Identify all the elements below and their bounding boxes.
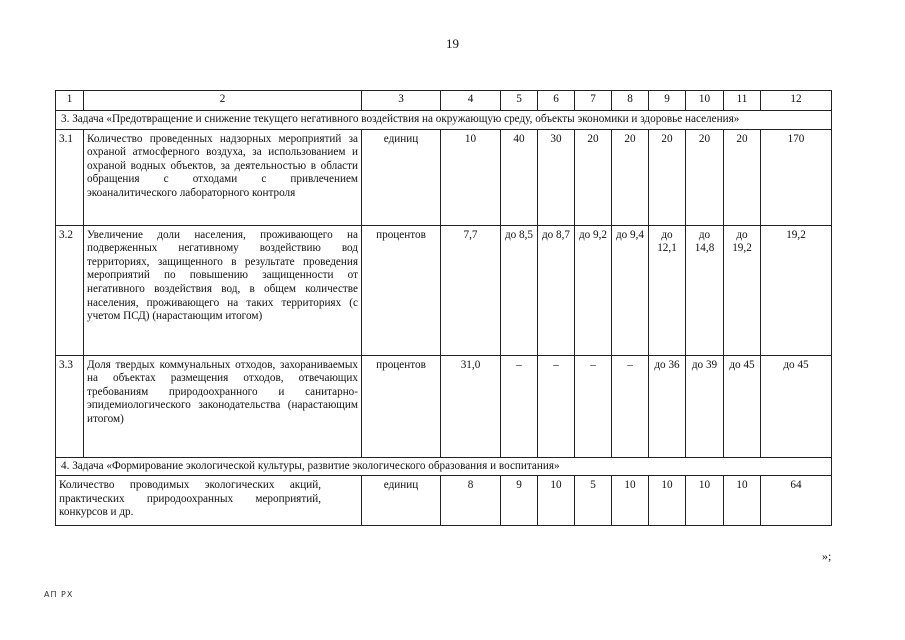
value-cell: 10	[538, 476, 575, 526]
value-cell: 20	[649, 129, 686, 225]
value-cell: до 36	[649, 355, 686, 457]
row-unit: единиц	[362, 129, 441, 225]
value-cell: 31,0	[441, 355, 501, 457]
value-cell: 30	[538, 129, 575, 225]
value-cell: 10	[612, 476, 649, 526]
header-row	[56, 91, 832, 111]
table-row	[56, 129, 832, 225]
task-3-heading: 3. Задача «Предотвращение и снижение текущего негативного воздействия на окружающую среду, объекты экономики и здоровье населения»	[56, 111, 832, 130]
task-row	[56, 457, 832, 476]
header-cell: 10	[686, 91, 724, 111]
header-cell: 6	[538, 91, 575, 111]
value-cell: –	[612, 355, 649, 457]
value-cell: 5	[575, 476, 612, 526]
value-cell: 19,2	[761, 225, 832, 355]
row-description: Количество проведенных надзорных мероприятий за охраной атмосферного воздуха, за использованием и охраной водных объектов, за деятельностью в области обращения с отходами с привлечением экоаналитического лабораторного контроля	[84, 129, 362, 225]
value-cell: 10	[649, 476, 686, 526]
row-description: Увеличение доли населения, проживающего на подверженных негативному воздействию вод территориях, защищенного в результате проведения мероприятий по повышению защищенности от негативного воздействия вод, в общем количестве населения, проживающего на таких территориях (с учетом ПСД) (нарастающим итогом)	[84, 225, 362, 355]
value-cell: 10	[441, 129, 501, 225]
value-cell: 20	[612, 129, 649, 225]
value-cell: до 19,2	[724, 225, 761, 355]
value-cell: –	[538, 355, 575, 457]
row-description: Количество проводимых экологических акций, практических природоохранных мероприятий, конкурсов и др.	[56, 476, 362, 526]
value-cell: 170	[761, 129, 832, 225]
row-number: 3.3	[56, 355, 84, 457]
table-body	[56, 91, 832, 526]
value-cell: до 8,5	[501, 225, 538, 355]
value-cell: –	[575, 355, 612, 457]
closing-quote-mark: »;	[822, 549, 832, 563]
value-cell: до 9,4	[612, 225, 649, 355]
value-cell: до 9,2	[575, 225, 612, 355]
value-cell: 40	[501, 129, 538, 225]
value-cell: 20	[575, 129, 612, 225]
value-cell: до 45	[724, 355, 761, 457]
row-description: Доля твердых коммунальных отходов, захораниваемых на объектах размещения отходов, отвечающих требованиям природоохранного и санитарно-эпидемиологического законодательства (нарастающим итогом)	[84, 355, 362, 457]
header-cell: 2	[84, 91, 362, 111]
value-cell: 7,7	[441, 225, 501, 355]
value-cell: 20	[724, 129, 761, 225]
header-cell: 11	[724, 91, 761, 111]
value-cell: до 14,8	[686, 225, 724, 355]
row-unit: единиц	[362, 476, 441, 526]
task-4-heading: 4. Задача «Формирование экологической культуры, развитие экологического образования и воспитания»	[56, 457, 832, 476]
table-row	[56, 476, 832, 526]
value-cell: 10	[724, 476, 761, 526]
header-cell: 9	[649, 91, 686, 111]
value-cell: 10	[686, 476, 724, 526]
indicators-table	[55, 90, 832, 526]
task-row	[56, 111, 832, 130]
table-row	[56, 225, 832, 355]
header-cell: 7	[575, 91, 612, 111]
row-unit: процентов	[362, 225, 441, 355]
value-cell: 9	[501, 476, 538, 526]
header-cell: 3	[362, 91, 441, 111]
footer-code: АП РХ	[44, 590, 74, 599]
row-number: 3.2	[56, 225, 84, 355]
table-row	[56, 355, 832, 457]
header-cell: 4	[441, 91, 501, 111]
value-cell: до 39	[686, 355, 724, 457]
header-cell: 12	[761, 91, 832, 111]
value-cell: 64	[761, 476, 832, 526]
header-cell: 8	[612, 91, 649, 111]
row-number: 3.1	[56, 129, 84, 225]
row-unit: процентов	[362, 355, 441, 457]
page-number: 19	[446, 36, 459, 51]
value-cell: –	[501, 355, 538, 457]
header-cell: 1	[56, 91, 84, 111]
header-cell: 5	[501, 91, 538, 111]
value-cell: до 45	[761, 355, 832, 457]
value-cell: 20	[686, 129, 724, 225]
value-cell: до 8,7	[538, 225, 575, 355]
value-cell: до 12,1	[649, 225, 686, 355]
value-cell: 8	[441, 476, 501, 526]
